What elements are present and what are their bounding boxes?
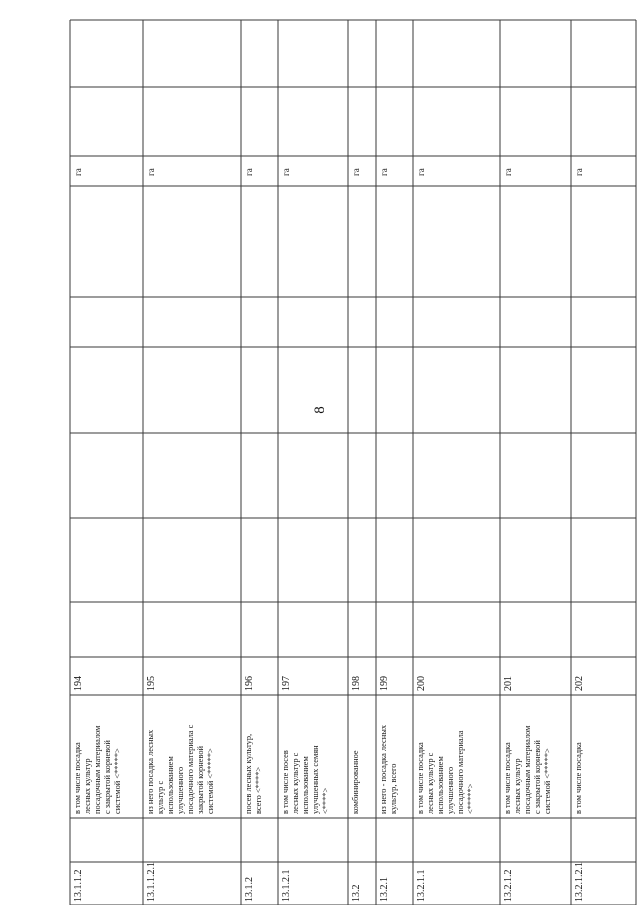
- row-name-line: комбинированное: [351, 750, 360, 814]
- row-name-line: системой <*****>: [206, 748, 215, 814]
- row-code: 13.2.1.1: [416, 869, 427, 902]
- row-name-line: с закрытой корневой: [533, 740, 542, 814]
- row-line-number: 198: [351, 676, 362, 691]
- row-line-number: 200: [416, 676, 427, 691]
- row-name-line: с закрытой корневой: [103, 740, 112, 814]
- row-name-line: улучшенного: [446, 766, 455, 814]
- row-name-line: улучшенных семян: [311, 745, 320, 814]
- row-name-line: лесных культур с: [426, 752, 435, 814]
- row-code: 13.2.1: [379, 877, 390, 902]
- row-name-line: посадочным материалом: [93, 725, 102, 814]
- row-line-number: 194: [73, 676, 84, 691]
- row-name-line: в том числе посадка: [503, 742, 512, 814]
- row-line-number: 197: [281, 676, 292, 691]
- table-row: [416, 168, 475, 902]
- row-unit: га: [351, 168, 361, 176]
- page-number: 8: [312, 406, 328, 414]
- row-code: 13.1.2.1: [281, 869, 292, 902]
- row-name-line: посадочного материала с: [186, 724, 195, 814]
- table-row: [146, 168, 215, 902]
- row-name-line: <****>: [321, 787, 330, 814]
- row-unit: га: [574, 168, 584, 176]
- row-name-line: культур с: [156, 780, 165, 814]
- table-row: [281, 168, 330, 902]
- row-code: 13.1.1.2: [73, 869, 84, 902]
- row-unit: га: [379, 168, 389, 176]
- row-name-line: лесных культур с: [291, 752, 300, 814]
- row-name-line: лесных культур: [83, 758, 92, 814]
- row-name-line: системой <*****>: [543, 748, 552, 814]
- row-name-line: использованием: [436, 756, 445, 814]
- row-name-line: всего <****>: [254, 766, 263, 814]
- row-code: 13.1.2: [244, 877, 255, 902]
- row-unit: га: [244, 168, 254, 176]
- row-name-line: в том числе посадка: [416, 742, 425, 814]
- row-name-line: лесных культур: [513, 758, 522, 814]
- row-name-line: использованием: [301, 756, 310, 814]
- row-line-number: 201: [503, 676, 514, 691]
- row-name-line: из него посадка лесных: [146, 729, 155, 814]
- row-name-line: посадочным материалом: [523, 725, 532, 814]
- table-row: [73, 168, 122, 902]
- row-name-line: культур, всего: [389, 763, 398, 814]
- row-name-line: улучшенного: [176, 766, 185, 814]
- row-unit: га: [73, 168, 83, 176]
- row-line-number: 199: [379, 676, 390, 691]
- table-row: [244, 168, 263, 902]
- row-unit: га: [503, 168, 513, 176]
- row-unit: га: [146, 168, 156, 176]
- row-line-number: 195: [146, 676, 157, 691]
- row-name-line: закрытой корневой: [196, 745, 205, 814]
- row-name-line: посадочного материала: [456, 730, 465, 814]
- row-name-line: в том числе посадка: [574, 742, 583, 814]
- row-name-line: <*****>: [466, 783, 475, 814]
- row-code: 13.1.1.2.1: [146, 862, 157, 902]
- row-line-number: 196: [244, 676, 255, 691]
- table-row: [379, 168, 398, 902]
- row-name-line: использованием: [166, 756, 175, 814]
- row-name-line: посев лесных культур,: [244, 733, 253, 814]
- row-code: 13.2: [351, 884, 362, 902]
- row-code: 13.2.1.2: [503, 869, 514, 902]
- row-name-line: системой <*****>: [113, 748, 122, 814]
- table-row: [503, 168, 552, 902]
- table-row: [574, 168, 585, 902]
- row-name-line: в том числе посев: [281, 750, 290, 814]
- table-row: [351, 168, 362, 902]
- row-unit: га: [281, 168, 291, 176]
- row-unit: га: [416, 168, 426, 176]
- row-name-line: из него - посадка лесных: [379, 724, 388, 814]
- row-line-number: 202: [574, 676, 585, 691]
- table-cells: [73, 168, 585, 902]
- row-code: 13.2.1.2.1: [574, 862, 585, 902]
- row-name-line: в том числе посадка: [73, 742, 82, 814]
